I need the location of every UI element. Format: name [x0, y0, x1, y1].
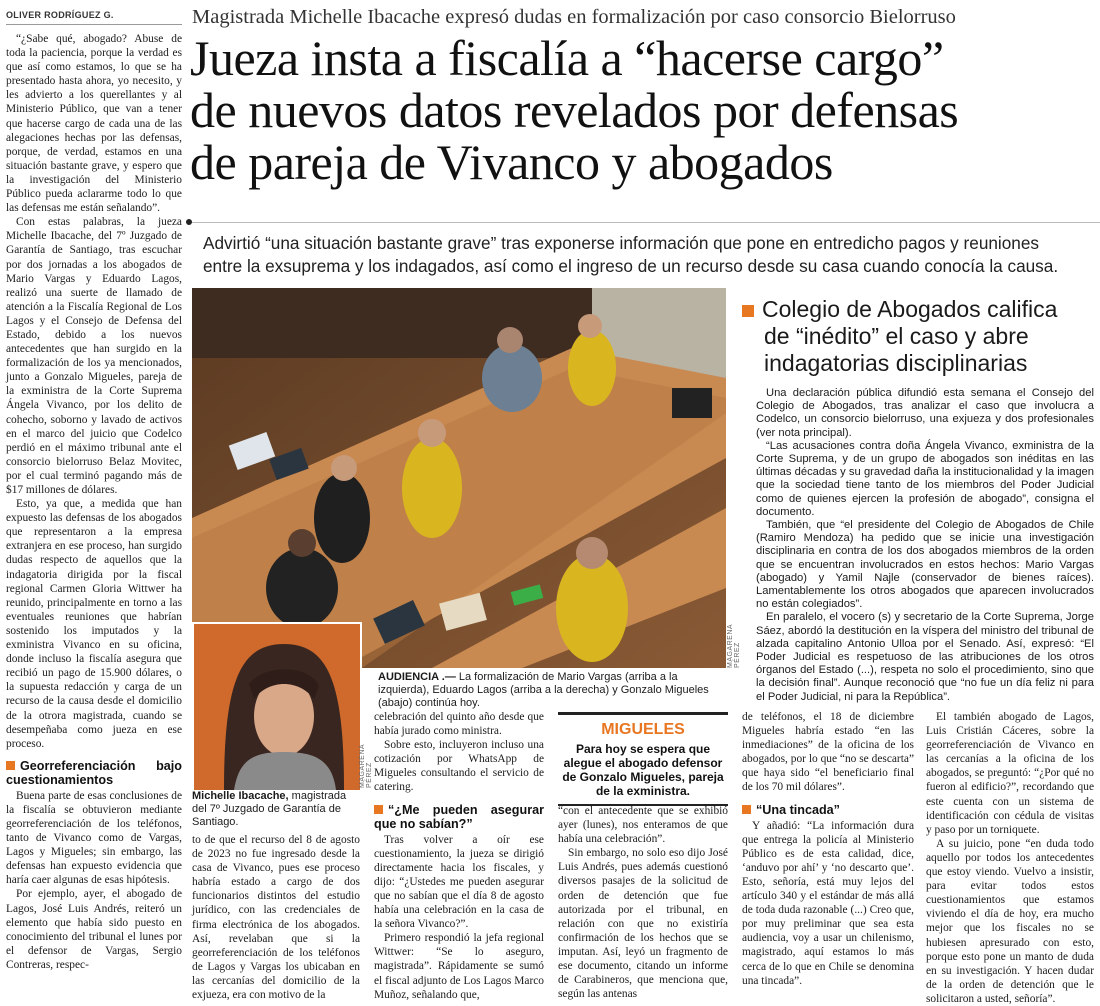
paragraph: También, que “el presidente del Colegio de Abogados de Chile (Ramiro Mendoza) ha pedido que se inicie una investigación disciplinaria en contra de los dos abogados miembros de la orden que se encuentran involucrados en estos hechos: Mario Vargas (abogado) y Yamil Najle (conservador de bienes raíces). Lamentablemente los otros abogados que aparecen involucrados no están colegiados”. [756, 519, 1094, 611]
square-bullet-icon [742, 305, 754, 317]
headline-line-1: Jueza insta a fiscalía a “hacerse cargo” [190, 30, 944, 86]
paragraph: Esto, ya que, a medida que han expuesto las defensas de los abogados que representaron a la empresa extranjera en ese proceso, han surgido dudas respecto de aquellos que la indagatoria dirigida por la fiscal regional Carmen Gloria Wittwer ha reunido, principalmente en torno a las eventuales reuniones que habrían sostenido los imputados y la exministra Vivanco en su oficina, donde incluso la fiscalía asegura que recibió un pago de 15.900 dólares, o la supuesta redacción y carga de un recurso de la causa desde el domicilio de la otrora magistrada, cuando se desempeñaba como jueza en ese proceso. [6, 498, 182, 750]
column-1 [6, 32, 182, 972]
sidebar-body [742, 387, 1094, 704]
photo-credit: MAGARENA PÉREZ [727, 624, 741, 668]
paragraph: “¿Sabe qué, abogado? Abuse de toda la paciencia, porque la verdad es que así como estamos, lo que se ha presentado hasta ahora, yo necesito, y les advierto a los querellantes y al Ministerio Público, que van a tener que hacerse cargo de cada una de las alegaciones hechas por las defensas, porque, de verdad, estamos en una situación bastante grave, y espero que la investigación del Ministerio Público pueda aclararme todo lo que las defensas me están señalando”. [6, 33, 182, 215]
paragraph: celebración del quinto año desde que había jurado como ministra. [374, 711, 544, 738]
column-5 [742, 710, 914, 988]
sidebar [742, 296, 1094, 704]
migueles-box [558, 712, 728, 806]
photo-caption [378, 671, 728, 711]
paragraph: to de que el recurso del 8 de agosto de 2023 no fue ingresado desde la casa de Vivanco, pues ese proceso habría estado a cargo de dos funcionarios distintos del estudio jurídico, con las credenciales de firma electrónica de los abogados. Así, revelaban que si la georreferenciación de los teléfonos de Lagos y Vargas los ubicaban en las cercanías del domicilio de la exjueza, era con motivo de la [192, 834, 360, 1002]
deck-line-1: Advirtió “una situación bastante grave” tras exponerse información que pone en entredicho pagos y reuniones [203, 233, 1040, 253]
portrait-credit: MAGARENA PÉREZ [359, 744, 373, 788]
sidebar-title-line-3: indagatorias disciplinarias [764, 350, 1028, 376]
subhead-me-pueden-asegurar: “¿Me pueden asegurar que no sabían?” [374, 802, 544, 831]
paragraph: A su juicio, pone “en duda todo aquello por todos los antecedentes que estoy viendo. Vuelvo a insistir, para evitar todos estos cuestionamientos que estamos viviendo el día de hoy, era mucho mejor que los fiscales no se hubiesen apresurado con esto, porque esto pone un manto de duda en su investigación. Y hacen dudar de la orden de detención que le solicitaron a usted, señoría”. [926, 837, 1094, 1005]
courtroom-illustration [192, 288, 726, 668]
paragraph: El también abogado de Lagos, Luis Cristián Cáceres, sobre la georreferenciación de Vivanco en las cercanías a la oficina de los abogados, se preguntó: “¿Por qué no fueron al edificio?”, recordando que este cuenta con un sistema de identificación con cédula de visitas y paso por un torniquete. [926, 711, 1094, 836]
portrait-text: magistrada del 7º Juzgado de Garantía de Santiago. [192, 790, 347, 829]
paragraph: “Las acusaciones contra doña Ángela Vivanco, exministra de la Corte Suprema, y de un grupo de abogados son inéditas en las últimas décadas y su gravedad daña la institucionalidad y la imagen que la sociedad tiene tanto de los miembros del Poder Judicial como de quienes ejercen la profesión de abogado”, consigna el documento. [756, 439, 1094, 518]
rule-dot [186, 219, 192, 225]
portrait-photo [192, 622, 362, 792]
column-3 [374, 710, 544, 1002]
deck-line-2: entre la exsuprema y los indagados, así como el ingreso de un recurso desde su casa cuando conocía la causa. [203, 256, 1059, 276]
migueles-tag: MIGUELES [601, 721, 685, 738]
deck [203, 232, 1098, 278]
square-bullet-icon [6, 761, 15, 770]
paragraph: Una declaración pública difundió esta semana el Consejo del Colegio de Abogados, tras analizar el caso que involucra a Codelco, un consorcio bielorruso, una exjueza y dos profesionales (ver nota principal). [756, 387, 1094, 439]
paragraph: Buena parte de esas conclusiones de la fiscalía se obtuvieron mediante georreferenciación de los teléfonos, tanto de Vivanco como de Vargas, Lagos y Migueles; sin embargo, las defensas han expuesto evidencia que haría caer algunas de esas hipótesis. [6, 789, 182, 887]
headline-line-3: de pareja de Vivanco y abogados [190, 134, 833, 190]
kicker: Magistrada Michelle Ibacache expresó dudas en formalización por caso consorcio Bielorruso [192, 6, 956, 28]
paragraph: Por ejemplo, ayer, el abogado de Lagos, José Luis Andrés, reiteró un elemento que había sido puesto en conocimiento del tribunal el lunes por el defensor de Vargas, Sergio Contreras, respec- [6, 888, 182, 971]
sidebar-title: Colegio de Abogados califica [742, 296, 1094, 323]
portrait-name: Michelle Ibacache, [192, 790, 289, 802]
paragraph: Primero respondió la jefa regional Wittwer: “Se lo aseguro, magistrada”. Rápidamente se sumó el fiscal adjunto de Los Lagos Marco Muñoz, señalando que, [374, 932, 544, 1001]
paragraph: En paralelo, el vocero (s) y secretario de la Corte Suprema, Jorge Sáez, abordó la destitución en la víspera del ministro del tribunal de alzada capitalino Antonio Ulloa por el Senado. Así, expresó: “El Poder Judicial es respetuoso de las atribuciones de los otros órganos del Estado (...), respeta no solo el procedimiento, sino que la decisión final”. Aunque reconoció que “no fue un día feliz ni para el Poder Judicial, ni para la República”. [756, 611, 1094, 703]
paragraph: Y añadió: “La información dura que entrega la policía al Ministerio Público es de esta calidad, dice, ‘anduvo por ahí’ y ‘no descarto que’. Esto, señoría, está muy lejos del artículo 340 y el estándar de más allá de toda duda razonable (...) Creo que, por muy preliminar que sea esta audiencia, voy a usar un chilenismo, magistrado, aquí estamos lo más cerca de lo que en Chile se denomina una tincada”. [742, 819, 914, 987]
headline [190, 32, 1095, 188]
courtroom-photo [192, 288, 726, 668]
migueles-text: Para hoy se espera que alegue el abogado defensor de Gonzalo Migueles, pareja de la exministra. [562, 742, 724, 798]
headline-line-2: de nuevos datos revelados por defensas [190, 82, 959, 138]
portrait-caption [192, 790, 360, 830]
subhead-georreferenciacion: Georreferenciación bajo cuestionamientos [6, 758, 182, 787]
paragraph: Sobre esto, incluyeron incluso una cotización por WhatsApp de Migueles consultando el servicio de catering. [374, 739, 544, 794]
paragraph: Con estas palabras, la jueza Michelle Ibacache, del 7º Juzgado de Garantía de Santiago, tras escuchar por dos jornadas a los abogados de Mario Vargas y Eduardo Lagos, realizó una suerte de llamado de atención a la Fiscalía Regional de Los Lagos y el Consejo de Defensa del Estado, debido a los nuevos antecedentes que han surgido en la formalización de los ya mencionados, junto a Gonzalo Migueles, pareja de la exministra de la Corte Suprema Ángela Vivanco, por los delito de cohecho, soborno y lavado de activos en el marco del juicio que Codelco perdió en el máximo tribunal ante el consorcio bielorruso Belaz Movitec, por el cual terminó pagando más de $17 millones de dólares. [6, 216, 182, 496]
square-bullet-icon [374, 805, 383, 814]
paragraph: “con el antecedente que se exhibió ayer (lunes), nos enteramos de que había una celebración”. [558, 805, 728, 846]
portrait-illustration [194, 624, 360, 790]
headline-rule [190, 222, 1100, 223]
byline-rule [6, 24, 182, 25]
subhead-una-tincada: “Una tincada” [742, 803, 914, 817]
byline: OLIVER RODRÍGUEZ G. [6, 10, 114, 20]
square-bullet-icon [742, 805, 751, 814]
column-6 [926, 710, 1094, 1006]
paragraph: de teléfonos, el 18 de diciembre Migueles habría estado “en las inmediaciones” de la oficina de los abogados, por lo que “no se descarta” que haya sido “el beneficiario final de los 70 mil dólares”. [742, 711, 914, 794]
paragraph: Sin embargo, no solo eso dijo José Luis Andrés, pues además cuestionó diversos pasajes de la solicitud de orden de detención que fue autorizada por el tribunal, en relación con que no existiría confirmación de los hechos que se imputan. Así, leyó un fragmento de ese documento, citando un informe de Carabineros, que menciona que, según las antenas [558, 847, 728, 1001]
column-2 [192, 833, 360, 1002]
caption-label: AUDIENCIA .— [378, 671, 456, 683]
caption-text: La formalización de Mario Vargas (arriba a la izquierda), Eduardo Lagos (arriba a la derecha) y Gonzalo Migueles (abajo) continúa hoy. [378, 671, 709, 710]
paragraph: Tras volver a oír ese cuestionamiento, la jueza se dirigió directamente hacia los fiscales, y dijo: “¿Ustedes me pueden asegurar que no sabían que el día 8 de agosto había una celebración en la casa de la señora Vivanco?”. [374, 833, 544, 931]
column-4 [558, 804, 728, 1001]
sidebar-title-line-2: de “inédito” el caso y abre [764, 323, 1029, 349]
